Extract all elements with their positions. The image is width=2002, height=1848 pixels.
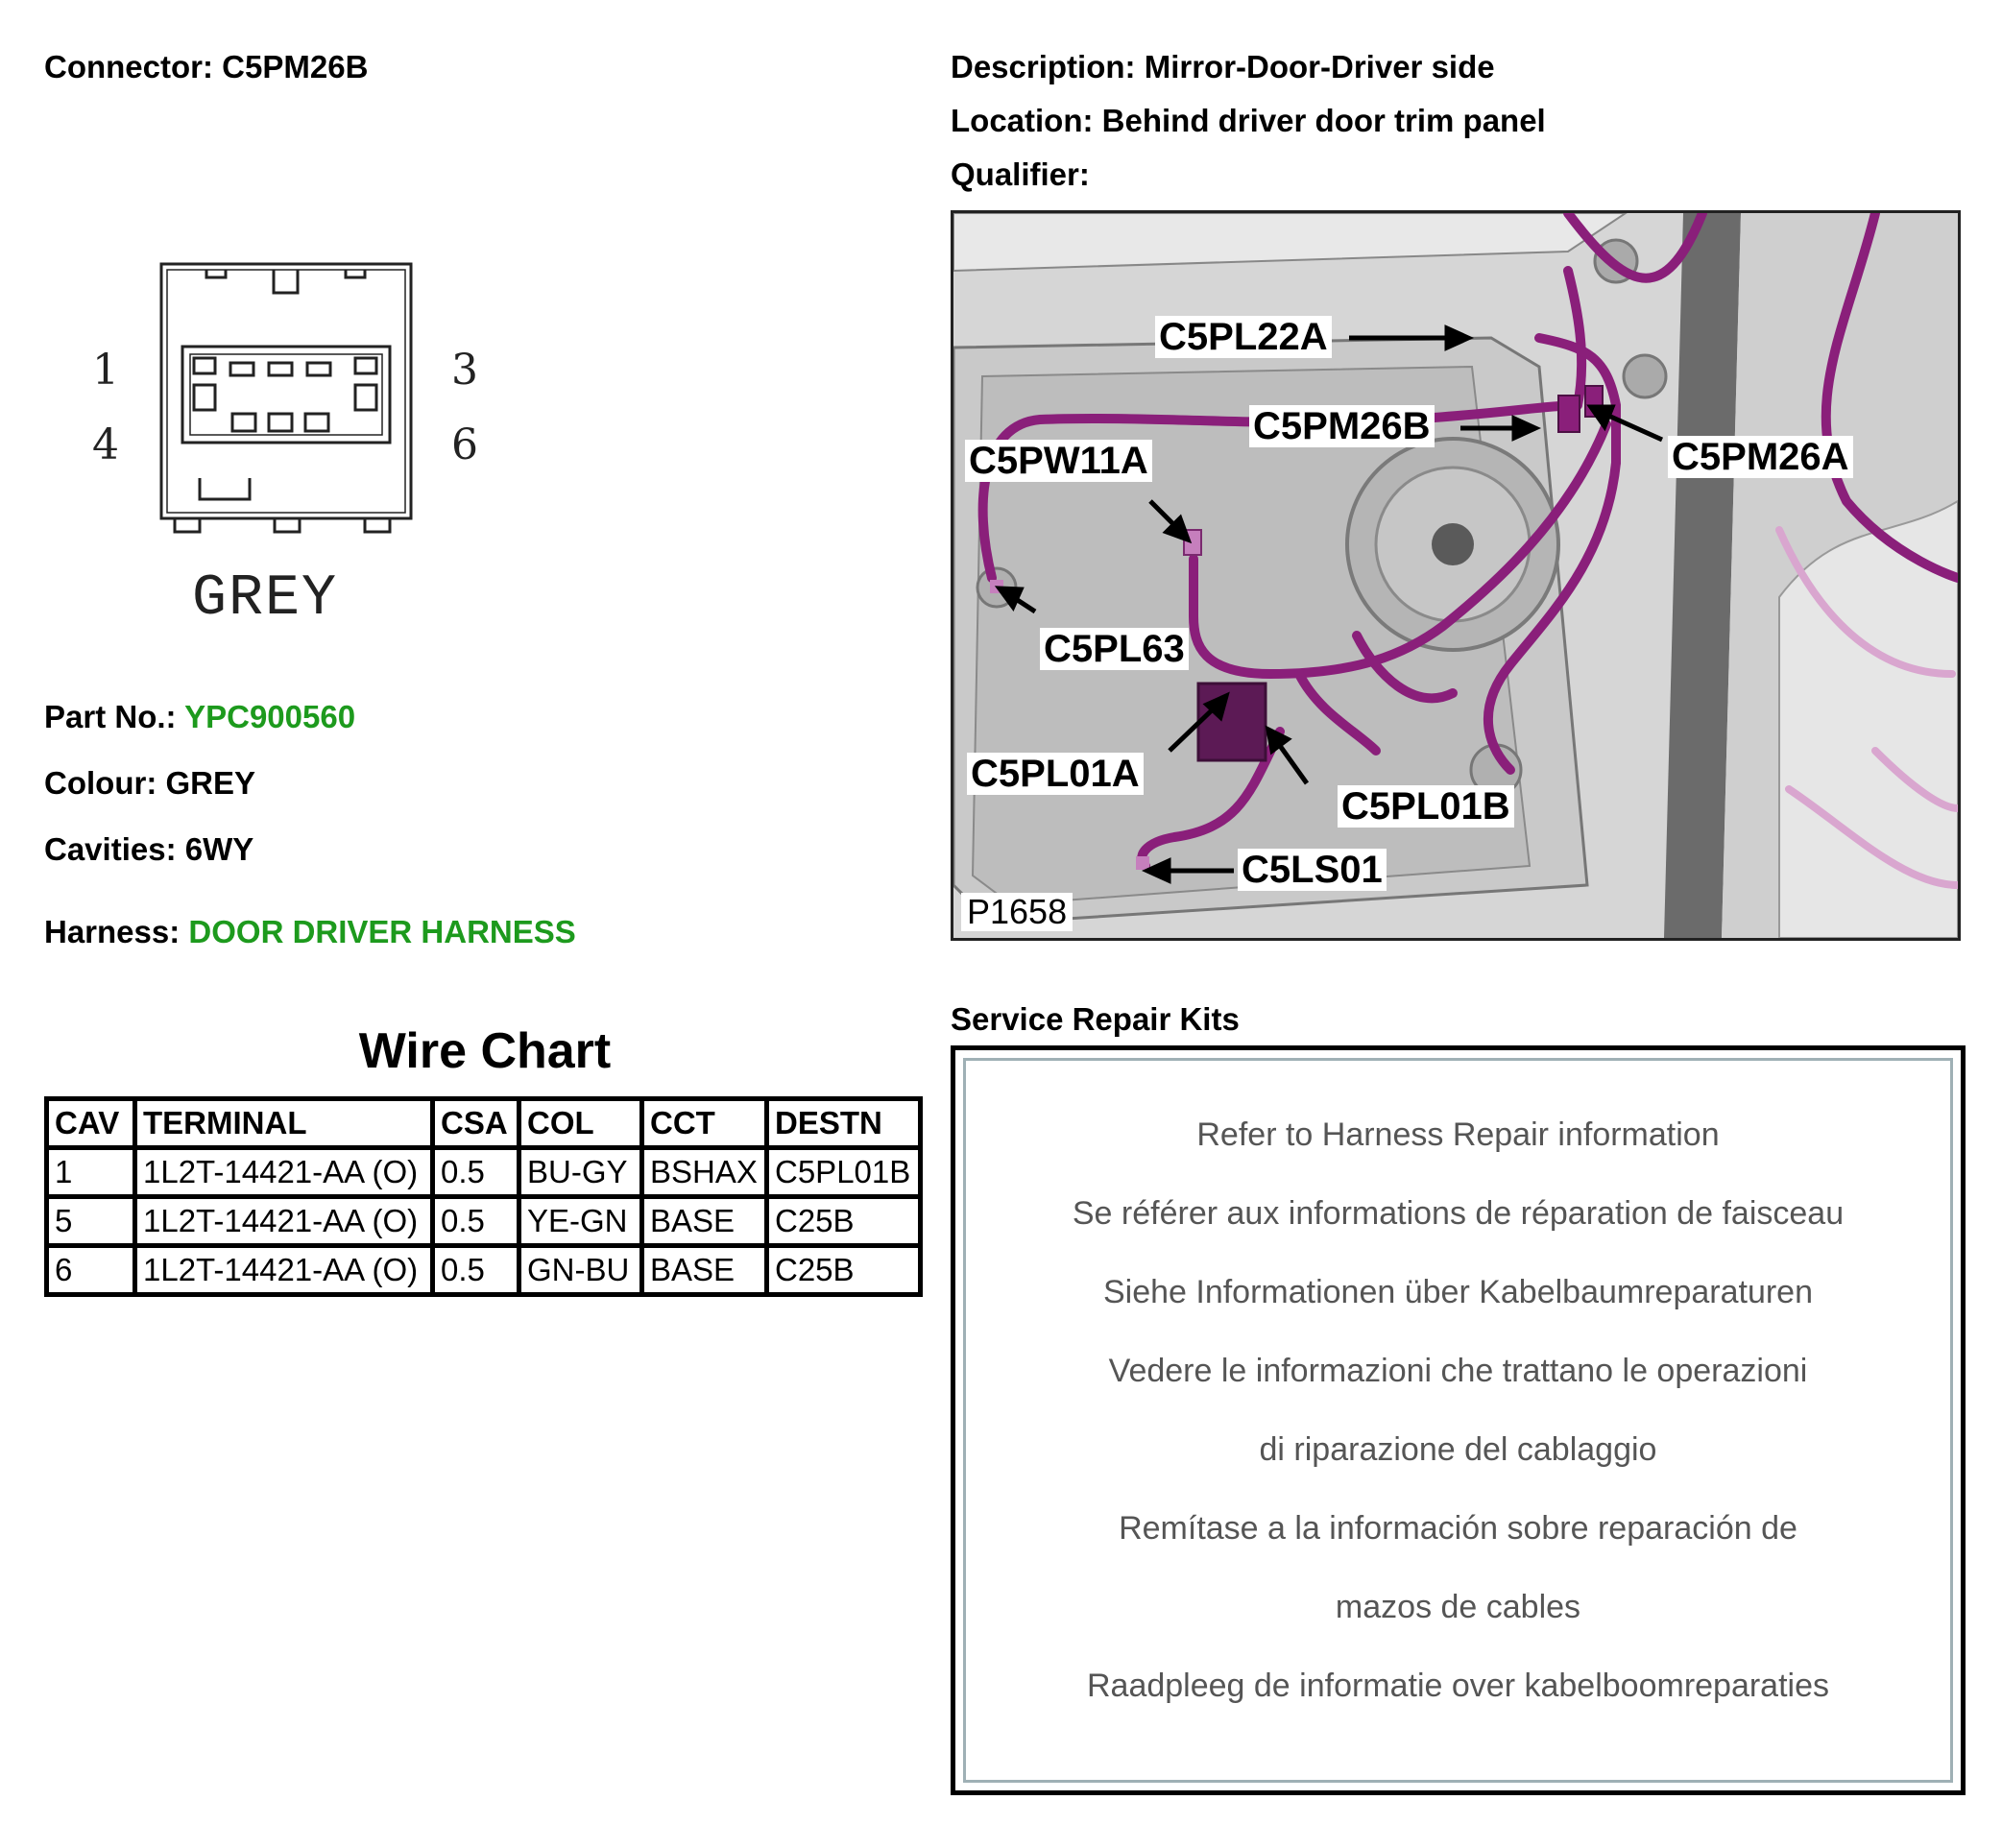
callout-c5ls01: C5LS01 [1238,849,1387,891]
col-header-csa: CSA [433,1099,519,1148]
wire-chart-title: Wire Chart [358,1023,612,1079]
cell-terminal: 1L2T-14421-AA (O) [135,1148,433,1197]
connector-value: C5PM26B [222,49,369,84]
cell-cav: 5 [47,1197,135,1246]
repair-line-fr: Se référer aux informations de réparation de faisceau [1072,1195,1845,1232]
cell-cct: BSHAX [642,1148,767,1197]
repair-line-it-1: Vedere le informazioni che trattano le operazioni [1108,1353,1808,1389]
cell-col: GN-BU [519,1246,642,1295]
table-row [47,1246,921,1295]
cell-csa: 0.5 [433,1246,519,1295]
part-no-value[interactable]: YPC900560 [184,699,356,734]
repair-line-es-2: mazos de cables [1335,1589,1581,1625]
table-row [47,1148,921,1197]
connector-line [44,48,368,86]
cell-destn: C5PL01B [767,1148,921,1197]
cavity-1 [194,358,215,373]
description-label: Description: [951,49,1136,84]
location-image [951,210,1961,941]
pin-label-1: 1 [92,346,119,395]
col-header-cav: CAV [47,1099,135,1148]
connector-colour-label: GREY [192,566,339,632]
location-line [951,102,1546,140]
cavity-6 [305,414,328,431]
col-header-cct: CCT [642,1099,767,1148]
connector-face-diagram [86,254,478,648]
colour-line [44,764,255,803]
cell-cav: 6 [47,1246,135,1295]
harness-line [44,913,576,951]
callout-c5pm26a: C5PM26A [1668,436,1853,478]
harness-value[interactable]: DOOR DRIVER HARNESS [188,914,576,949]
service-repair-title: Service Repair Kits [951,1001,1240,1037]
callout-c5pl01b: C5PL01B [1338,785,1514,828]
qualifier-line [951,156,1090,194]
part-no-label: Part No.: [44,699,177,734]
repair-line-it-2: di riparazione del cablaggio [1259,1431,1657,1468]
figure-id: P1658 [961,893,1073,931]
wire-chart [44,1096,923,1297]
wire-chart-header-row [47,1099,921,1148]
door-panel-illustration [953,213,1958,938]
part-no-line [44,698,355,736]
table-row [47,1197,921,1246]
cell-destn: C25B [767,1246,921,1295]
cavities-value: 6WY [184,831,254,867]
description-line [951,48,1495,86]
callout-c5pl22a: C5PL22A [1155,316,1332,358]
connector-label: Connector: [44,49,213,84]
service-repair-inner [963,1058,1953,1783]
cavity-top-3 [269,363,292,375]
cavities-label: Cavities: [44,831,177,867]
cavity-4 [232,414,255,431]
cell-terminal: 1L2T-14421-AA (O) [135,1246,433,1295]
cell-terminal: 1L2T-14421-AA (O) [135,1197,433,1246]
cavities-line [44,830,253,869]
callout-c5pm26b: C5PM26B [1249,405,1435,447]
pin-label-3: 3 [451,346,478,395]
pin-label-6: 6 [451,420,478,469]
cell-cct: BASE [642,1197,767,1246]
col-header-col: COL [519,1099,642,1148]
location-label: Location: [951,103,1094,138]
cavity-top-4 [307,363,330,375]
cell-cav: 1 [47,1148,135,1197]
callout-c5pl63: C5PL63 [1040,628,1189,670]
col-header-destn: DESTN [767,1099,921,1148]
repair-line-nl: Raadpleeg de informatie over kabelboomreparaties [1086,1668,1830,1704]
location-value: Behind driver door trim panel [1101,103,1546,138]
description-value: Mirror-Door-Driver side [1144,49,1495,84]
harness-label: Harness: [44,914,181,949]
repair-line-es-1: Remítase a la información sobre reparación de [1119,1510,1797,1547]
colour-value: GREY [165,765,256,801]
col-header-terminal: TERMINAL [135,1099,433,1148]
cavity-top-2 [230,363,253,375]
callout-c5pl01a: C5PL01A [967,753,1144,795]
cell-col: BU-GY [519,1148,642,1197]
qualifier-label: Qualifier: [951,156,1090,192]
wire-chart-table [44,1096,923,1297]
service-repair-box [951,1045,1966,1795]
cavity-5 [269,414,292,431]
pin-label-4: 4 [92,420,119,469]
cell-csa: 0.5 [433,1148,519,1197]
cell-csa: 0.5 [433,1197,519,1246]
cavity-3 [355,358,376,373]
repair-line-de: Siehe Informationen über Kabelbaumreparaturen [1102,1274,1814,1310]
callout-c5pw11a: C5PW11A [965,440,1152,482]
colour-label: Colour: [44,765,157,801]
cell-cct: BASE [642,1246,767,1295]
connector-face-drawing [86,254,432,542]
cell-col: YE-GN [519,1197,642,1246]
repair-line-en: Refer to Harness Repair information [1196,1116,1720,1153]
cell-destn: C25B [767,1197,921,1246]
